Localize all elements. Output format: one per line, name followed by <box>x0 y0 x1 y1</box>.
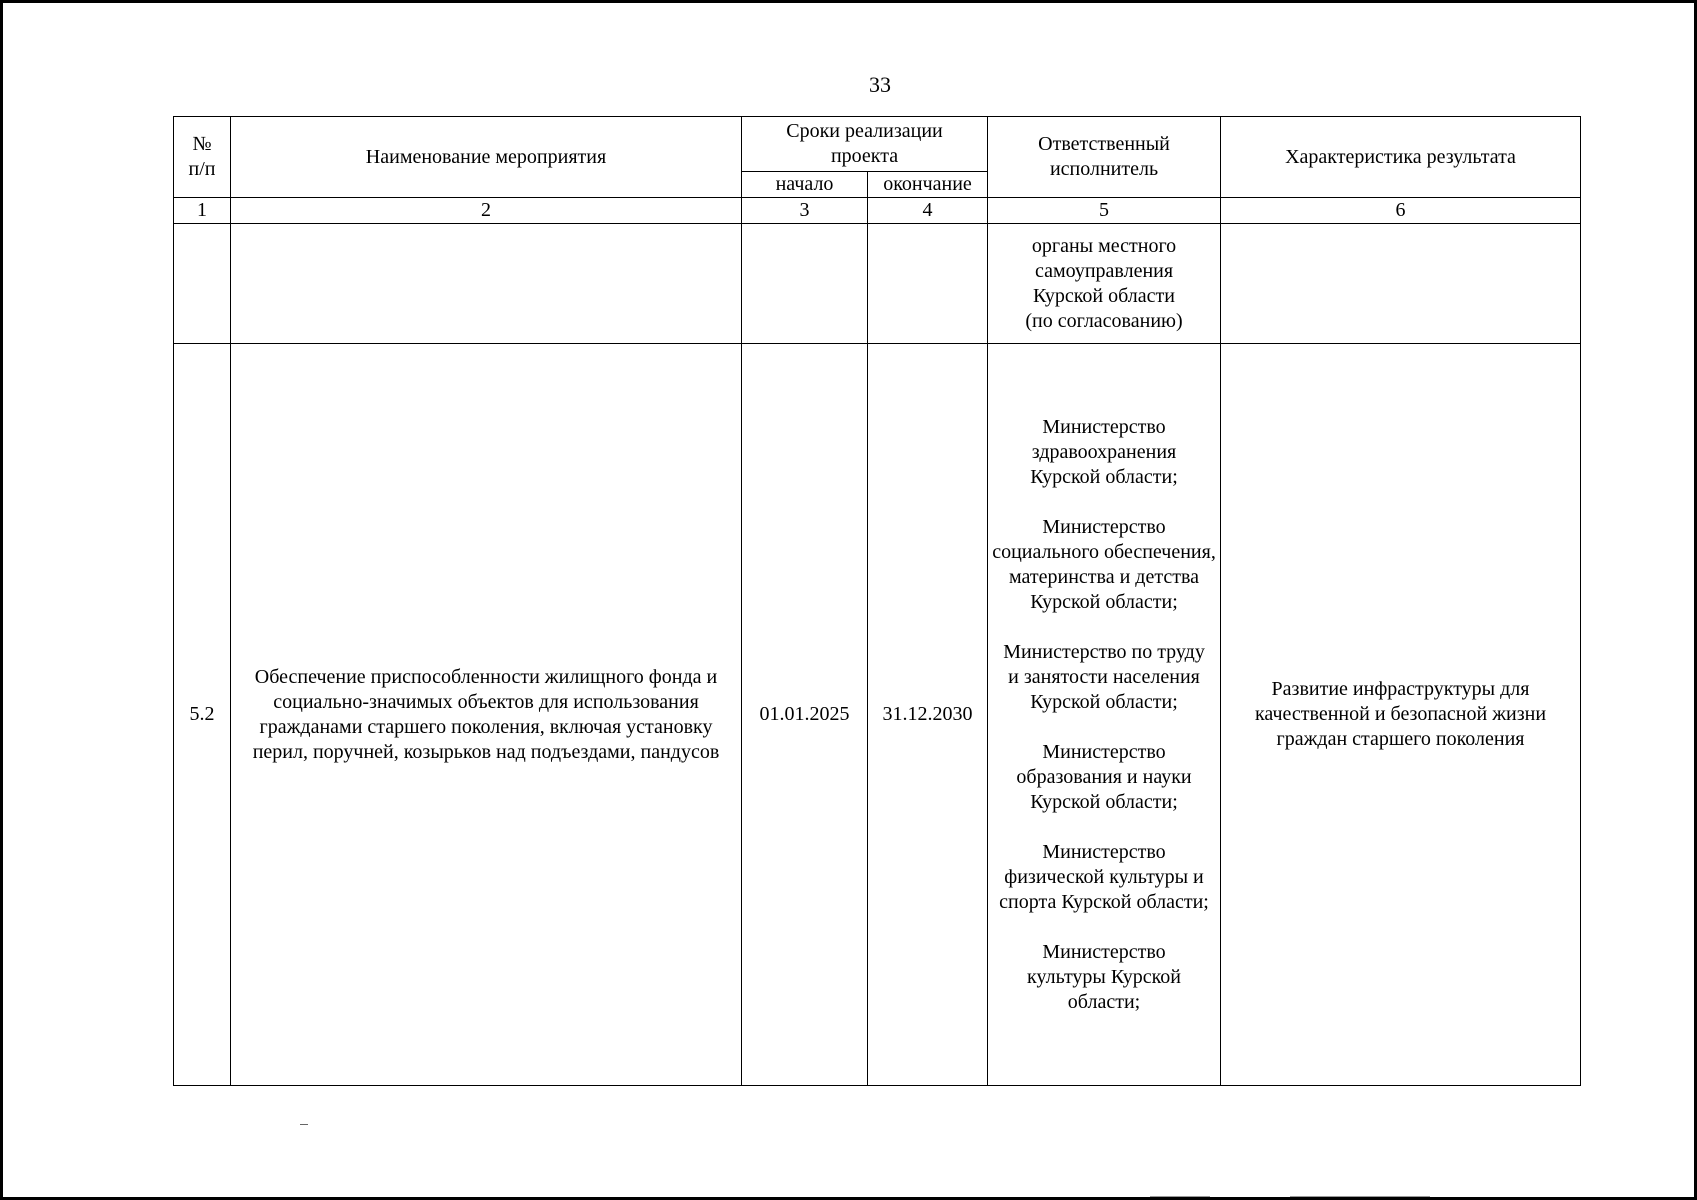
scan-mark <box>300 1124 308 1125</box>
row-result: Развитие инфраструктуры для качественной и безопасной жизни граждан старшего поколения <box>1221 344 1581 1086</box>
executor-entry: Министерство социального обеспечения, материнства и детства Курской области; <box>992 515 1216 613</box>
row-event: Обеспечение приспособленности жилищного фонда и социально-значимых объектов для использования гражданами старшего поколения, включая установку перил, поручней, козырьков над подъездами, пандусов <box>231 344 742 1086</box>
column-number: 4 <box>868 198 988 224</box>
header-executor <box>988 117 1221 198</box>
row-executors <box>988 344 1221 1086</box>
executor-entry: органы местного самоуправления Курской области (по согласованию) <box>1025 234 1183 332</box>
header-executor-line1: Ответственный <box>1038 133 1170 155</box>
column-number: 6 <box>1221 198 1581 224</box>
activities-table <box>173 116 1581 1086</box>
executor-entry: Министерство здравоохранения Курской области; <box>1030 415 1178 488</box>
header-result: Характеристика результата <box>1221 117 1581 198</box>
header-row <box>174 117 1581 172</box>
header-executor-line2: исполнитель <box>1049 158 1159 180</box>
row-executors <box>988 224 1221 344</box>
header-end: окончание <box>868 172 988 198</box>
table-row <box>174 224 1581 344</box>
executor-entry: Министерство по труду и занятости населения Курской области; <box>1003 640 1205 713</box>
header-period-line2: проекта <box>830 145 899 167</box>
column-number: 2 <box>231 198 742 224</box>
row-event <box>231 224 742 344</box>
header-start: начало <box>742 172 868 198</box>
header-event: Наименование мероприятия <box>231 117 742 198</box>
header-number-line1: № <box>192 133 212 155</box>
row-number: 5.2 <box>174 344 231 1086</box>
column-number: 1 <box>174 198 231 224</box>
executor-entry: Министерство образования и науки Курской области; <box>1016 740 1192 813</box>
executor-entry: Министерство культуры Курской области; <box>1027 940 1181 1013</box>
column-number: 5 <box>988 198 1221 224</box>
header-number <box>174 117 231 198</box>
row-start-date <box>742 224 868 344</box>
row-result <box>1221 224 1581 344</box>
row-end-date: 31.12.2030 <box>868 344 988 1086</box>
row-number <box>174 224 231 344</box>
column-number: 3 <box>742 198 868 224</box>
table-row <box>174 344 1581 1086</box>
page-number: 33 <box>869 72 891 97</box>
column-numbers-row <box>174 198 1581 224</box>
header-period-line1: Сроки реализации <box>786 120 943 142</box>
executor-entry: Министерство физической культуры и спорта Курской области; <box>999 840 1209 913</box>
header-period <box>742 117 988 172</box>
scan-mark <box>1150 1196 1210 1197</box>
row-start-date: 01.01.2025 <box>742 344 868 1086</box>
scan-mark <box>1290 1196 1430 1197</box>
row-end-date <box>868 224 988 344</box>
header-number-line2: п/п <box>188 158 216 180</box>
